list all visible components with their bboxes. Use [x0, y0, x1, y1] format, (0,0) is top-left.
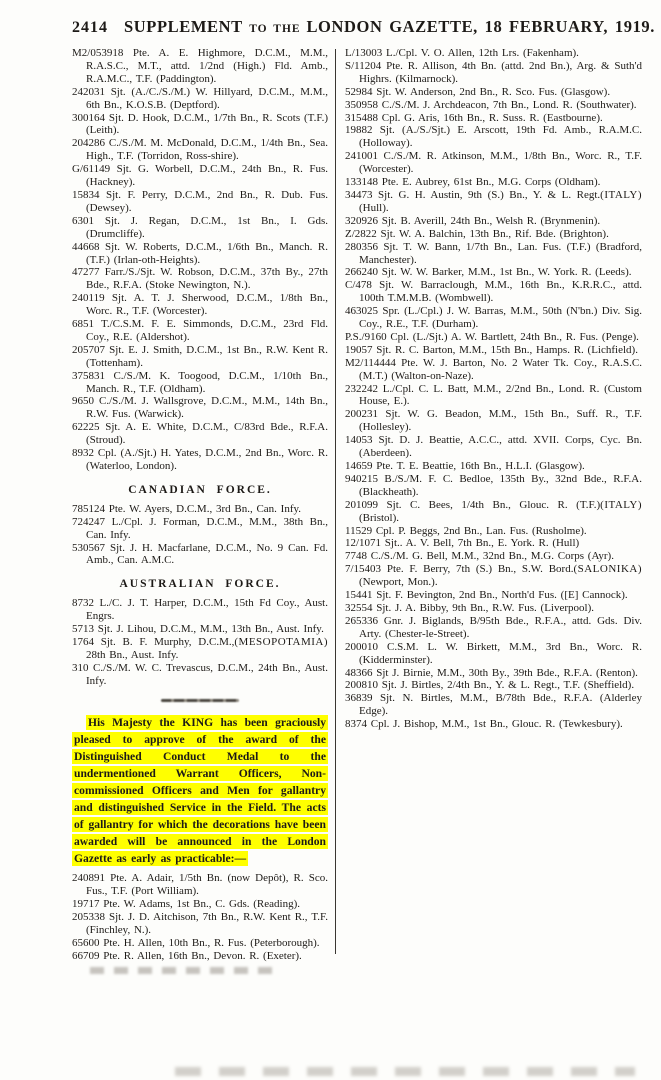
- medal-entry: [72, 516, 328, 542]
- medal-entry: [345, 357, 642, 383]
- entry-text: 19717 Pte. W. Adams, 1st Bn., C. Gds. (Reading).: [72, 898, 301, 911]
- entry-text: 201099 Sjt. C. Bees, 1/4th Bn., Glouc. R. (T.F.) (Bristol).: [345, 498, 601, 524]
- canadian-force-list: [72, 503, 328, 568]
- left-column: [72, 47, 328, 974]
- entry-text: 8374 Cpl. J. Bishop, M.M., 1st Bn., Glouc. R. (Tewkesbury).: [345, 718, 623, 731]
- medal-entry: [72, 623, 328, 636]
- entry-text: 266240 Sjt. W. W. Barker, M.M., 1st Bn., W. York. R. (Leeds).: [345, 266, 632, 279]
- medal-entry: [345, 124, 642, 150]
- entry-text: 205707 Sjt. E. J. Smith, D.C.M., 1st Bn., R.W. Kent R. (Tottenham).: [72, 343, 328, 369]
- medal-entry: [345, 525, 642, 538]
- entry-text: 36839 Sjt. N. Birtles, M.M., B/78th Bde., R.F.A. (Alderley Edge).: [345, 692, 642, 718]
- page-header: [0, 0, 661, 37]
- entry-text: 785124 Pte. W. Ayers, D.C.M., 3rd Bn., Can. Infy.: [72, 502, 302, 515]
- entry-text: 62225 Sjt. A. E. White, D.C.M., C/83rd Bde., R.F.A. (Stroud).: [72, 421, 328, 447]
- medal-entry: [345, 241, 642, 267]
- entry-text: 65600 Pte. H. Allen, 10th Bn., R. Fus. (Peterborough).: [72, 936, 320, 949]
- medal-entry: [345, 408, 642, 434]
- print-smudge: [90, 967, 280, 974]
- entry-text: 242031 Sjt. (A./C./S./M.) W. Hillyard, D.C.M., M.M., 6th Bn., K.O.S.B. (Deptford).: [72, 85, 328, 111]
- entry-text: 7/15403 Pte. F. Berry, 7th (S.) Bn., S.W. Bord. (Newport, Mon.).: [345, 563, 574, 589]
- entry-text: 32554 Sjt. J. A. Bibby, 9th Bn., R.W. Fus. (Liverpool).: [345, 601, 594, 614]
- entry-text: P.S./9160 Cpl. (L./Sjt.) A. W. Bartlett, 24th Bn., R. Fus. (Penge).: [345, 330, 639, 343]
- medal-entry: [72, 937, 328, 950]
- right-column: [345, 47, 642, 974]
- theatre-tag: (MESOPOTAMIA): [234, 635, 328, 648]
- entry-text: L/13003 L./Cpl. V. O. Allen, 12th Lrs. (Fakenham).: [345, 47, 579, 59]
- australian-force-list: [72, 597, 328, 687]
- entry-text: 200810 Sjt. J. Birtles, 2/4th Bn., Y. & L. Regt., T.F. (Sheffield).: [345, 679, 635, 692]
- page-number: 2414: [72, 19, 108, 36]
- medal-entry: [345, 215, 642, 228]
- medal-entry: [345, 602, 642, 615]
- medal-entry: [345, 86, 642, 99]
- entry-text: 15834 Sjt. F. Perry, D.C.M., 2nd Bn., R. Dub. Fus. (Dewsey).: [72, 188, 328, 214]
- entry-text: 240891 Pte. A. Adair, 1/5th Bn. (now Depôt), R. Sco. Fus., T.F. (Port William).: [72, 872, 328, 898]
- entry-text: C/478 Sjt. W. Barraclough, M.M., 16th Bn., K.R.R.C., attd. 100th T.M.M.B. (Wombwell).: [345, 279, 642, 305]
- king-proclamation: [72, 714, 328, 868]
- entry-text: 241001 C./S./M. R. Atkinson, M.M., 1/8th Bn., Worc. R., T.F. (Worcester).: [345, 150, 642, 176]
- title-words-to-the: TO THE: [249, 23, 307, 35]
- medal-entry: [72, 292, 328, 318]
- medal-entry: [72, 189, 328, 215]
- medal-entry: [72, 215, 328, 241]
- medal-entry: [345, 189, 642, 215]
- entry-text: 14659 Pte. T. E. Beattie, 16th Bn., H.L.I. (Glasgow).: [345, 460, 585, 472]
- section-divider-rule: [161, 699, 239, 702]
- new-award-list-continued: [345, 47, 642, 731]
- entry-text: 1764 Sjt. B. F. Murphy, D.C.M., 28th Bn., Aust. Infy.: [72, 635, 235, 661]
- entry-text: 5713 Sjt. J. Lihou, D.C.M., M.M., 13th Bn., Aust. Infy.: [72, 623, 324, 636]
- theatre-tag: (SALONIKA): [573, 563, 642, 576]
- medal-entry: [72, 395, 328, 421]
- medal-entry: [345, 460, 642, 473]
- medal-entry: [345, 473, 642, 499]
- entry-text: 11529 Cpl. P. Beggs, 2nd Bn., Lan. Fus. (Rusholme).: [345, 524, 587, 537]
- medal-entry: [345, 176, 642, 189]
- medal-entry: [72, 344, 328, 370]
- entry-text: 44668 Sjt. W. Roberts, D.C.M., 1/6th Bn., Manch. R. (T.F.) (Irlan-oth-Heights).: [72, 240, 328, 266]
- medal-entry: [72, 503, 328, 516]
- medal-entry: [72, 911, 328, 937]
- theatre-tag: (ITALY): [600, 188, 642, 201]
- medal-entry: [72, 898, 328, 911]
- medal-entry: [345, 589, 642, 602]
- entry-text: 66709 Pte. R. Allen, 16th Bn., Devon. R. (Exeter).: [72, 949, 302, 962]
- entry-text: 205338 Sjt. J. D. Aitchison, 7th Bn., R.W. Kent R., T.F. (Finchley, N.).: [72, 911, 328, 937]
- entry-text: S/11204 Pte. R. Allison, 4th Bn. (attd. 2nd Bn.), Arg. & Suth'd Highrs. (Kilmarnock).: [345, 59, 642, 85]
- medal-entry: [345, 641, 642, 667]
- entry-text: 8932 Cpl. (A./Sjt.) H. Yates, D.C.M., 2nd Bn., Worc. R. (Waterloo, London).: [72, 447, 328, 472]
- medal-entry: [345, 279, 642, 305]
- medal-entry: [345, 434, 642, 460]
- medal-entry: [72, 636, 328, 662]
- entry-text: 320926 Sjt. B. Averill, 24th Bn., Welsh R. (Brynmenin).: [345, 214, 601, 227]
- entry-text: 375831 C./S./M. K. Toogood, D.C.M., 1/10th Bn., Manch. R., T.F. (Oldham).: [72, 369, 328, 395]
- medal-entry: [72, 597, 328, 623]
- medal-entry: [72, 370, 328, 396]
- entry-text: 204286 C./S./M. M. McDonald, D.C.M., 1/4th Bn., Sea. High., T.F. (Torridon, Ross-shire).: [72, 137, 328, 163]
- entry-text: 7748 C./S./M. G. Bell, M.M., 32nd Bn., M.G. Corps (Ayr).: [345, 550, 614, 563]
- entry-text: 530567 Sjt. J. H. Macfarlane, D.C.M., No. 9 Can. Fd. Amb., Can. A.M.C.: [72, 541, 328, 567]
- entry-text: 724247 L./Cpl. J. Forman, D.C.M., M.M., 38th Bn., Can. Infy.: [72, 515, 328, 541]
- page-bottom-smudge: [175, 1067, 635, 1076]
- medal-entry: [345, 679, 642, 692]
- medal-entry: [72, 112, 328, 138]
- medal-entry: [345, 550, 642, 563]
- entry-text: 265336 Gnr. J. Biglands, B/95th Bde., R.F.A., attd. Gds. Div. Arty. (Chester-le-Street).: [345, 614, 642, 640]
- medal-entry: [72, 163, 328, 189]
- entry-text: 48366 Sjt J. Birnie, M.M., 30th By., 39th Bde., R.F.A. (Renton).: [345, 666, 638, 679]
- medal-entry: [72, 542, 328, 568]
- entry-text: 52984 Sjt. W. Anderson, 2nd Bn., R. Sco. Fus. (Glasgow).: [345, 85, 611, 98]
- entry-text: 280356 Sjt. T. W. Bann, 1/7th Bn., Lan. Fus. (T.F.) (Bradford, Manchester).: [345, 240, 642, 266]
- entry-text: 200231 Sjt. W. G. Beadon, M.M., 15th Bn., Suff. R., T.F. (Hollesley).: [345, 408, 642, 434]
- entry-text: 232242 L./Cpl. C. L. Batt, M.M., 2/2nd Bn., Lond. R. (Custom House, E.).: [345, 382, 642, 408]
- medal-entry: [72, 421, 328, 447]
- medal-entry: [345, 150, 642, 176]
- two-column-body: [0, 37, 661, 974]
- australian-force-heading: AUSTRALIAN FORCE.: [119, 578, 281, 591]
- entry-text: 310 C./S./M. W. C. Trevascus, D.C.M., 24th Bn., Aust. Infy.: [72, 661, 328, 687]
- medal-entry: [345, 563, 642, 589]
- entry-text: 19882 Sjt. (A./S./Sjt.) E. Arscott, 19th Fd. Amb., R.A.M.C. (Holloway).: [345, 124, 642, 150]
- medal-entry: [345, 60, 642, 86]
- medal-entry: [345, 615, 642, 641]
- column-divider-line: [335, 49, 336, 954]
- medal-entry: [345, 47, 642, 60]
- medal-entry: [72, 950, 328, 963]
- entry-text: 6301 Sjt. J. Regan, D.C.M., 1st Bn., I. Gds. (Drumcliffe).: [72, 214, 328, 240]
- medal-entry: [72, 137, 328, 163]
- medal-entry: [345, 499, 642, 525]
- medal-entry: [345, 305, 642, 331]
- dcm-addenda-list: [72, 47, 328, 473]
- medal-entry: [345, 537, 642, 550]
- medal-entry: [345, 383, 642, 409]
- entry-text: 19057 Sjt. R. C. Barton, M.M., 15th Bn., Hamps. R. (Lichfield).: [345, 343, 638, 356]
- medal-entry: [72, 662, 328, 688]
- medal-entry: [72, 872, 328, 898]
- canadian-force-heading: CANADIAN FORCE.: [128, 483, 272, 496]
- page-title: [124, 17, 655, 37]
- entry-text: 34473 Sjt. G. H. Austin, 9th (S.) Bn., Y. & L. Regt. (Hull).: [345, 188, 601, 214]
- medal-entry: [345, 266, 642, 279]
- medal-entry: [72, 86, 328, 112]
- entry-text: 240119 Sjt. A. T. J. Sherwood, D.C.M., 1/8th Bn., Worc. R., T.F. (Worcester).: [72, 292, 328, 318]
- new-award-list: [72, 872, 328, 962]
- title-gazette-date: LONDON GAZETTE, 18 FEBRUARY, 1919.: [306, 17, 655, 36]
- entry-text: G/61149 Sjt. G. Worbell, D.C.M., 24th Bn., R. Fus. (Hackney).: [72, 163, 328, 189]
- medal-entry: [72, 266, 328, 292]
- entry-text: 463025 Spr. (L./Cpl.) J. W. Barras, M.M., 50th (N'bn.) Div. Sig. Coy., R.E., T.F. (Durham).: [345, 305, 642, 331]
- medal-entry: [345, 692, 642, 718]
- entry-text: 300164 Sjt. D. Hook, D.C.M., 1/7th Bn., R. Scots (T.F.) (Leith).: [72, 111, 328, 137]
- entry-text: 6851 T./C.S.M. F. E. Simmonds, D.C.M., 23rd Fld. Coy., R.E. (Aldershot).: [72, 318, 328, 343]
- entry-text: 350958 C./S./M. J. Archdeacon, 7th Bn., Lond. R. (Southwater).: [345, 98, 637, 111]
- medal-entry: [345, 718, 642, 731]
- entry-text: 9650 C./S./M. J. Wallsgrove, D.C.M., M.M., 14th Bn., R.W. Fus. (Warwick).: [72, 395, 328, 421]
- entry-text: M2/114444 Pte. W. J. Barton, No. 2 Water Tk. Coy., R.A.S.C. (M.T.) (Walton-on-Naze).: [345, 356, 642, 382]
- entry-text: 47277 Farr./S./Sjt. W. Robson, D.C.M., 37th By., 27th Bde., R.F.A. (Stoke Newington, N.).: [72, 266, 328, 292]
- entry-text: 200010 C.S.M. L. W. Birkett, M.M., 3rd Bn., Worc. R. (Kidderminster).: [345, 640, 642, 666]
- entry-text: 14053 Sjt. D. J. Beattie, A.C.C., attd. XVII. Corps, Cyc. Bn. (Aberdeen).: [345, 434, 642, 460]
- medal-entry: [72, 447, 328, 473]
- medal-entry: [345, 99, 642, 112]
- entry-text: 15441 Sjt. F. Bevington, 2nd Bn., North'd Fus. ([E] Cannock).: [345, 589, 628, 602]
- entry-text: 8732 L./C. J. T. Harper, D.C.M., 15th Fd Coy., Aust. Engrs.: [72, 597, 328, 623]
- entry-text: 12/1071 Sjt.. A. V. Bell, 7th Bn., E. York. R. (Hull): [345, 537, 580, 550]
- entry-text: Z/2822 Sjt. W. A. Balchin, 13th Bn., Rif. Bde. (Brighton).: [345, 227, 609, 240]
- theatre-tag: (ITALY): [600, 498, 642, 511]
- medal-entry: [72, 318, 328, 344]
- medal-entry: [345, 112, 642, 125]
- medal-entry: [345, 667, 642, 680]
- entry-text: 133148 Pte. E. Aubrey, 61st Bn., M.G. Corps (Oldham).: [345, 176, 601, 189]
- highlighted-text: His Majesty the KING has been graciously pleased to approve of the award of the Distinguished Conduct Medal to the undermentioned Warrant Officers, Non-commissioned Officers and Men for gallantry and distinguished Service in the Field. The acts of gallantry for which the decorations have been awarded will be announced in the London Gazette as early as practicable:—: [74, 715, 326, 866]
- medal-entry: [345, 228, 642, 241]
- entry-text: 940215 B./S./M. F. C. Bedloe, 135th By., 32nd Bde., R.F.A. (Blackheath).: [345, 472, 642, 498]
- entry-text: 315488 Cpl. G. Aris, 16th Bn., R. Suss. R. (Eastbourne).: [345, 111, 603, 124]
- medal-entry: [72, 241, 328, 267]
- entry-text: M2/053918 Pte. A. E. Highmore, D.C.M., M.M., R.A.S.C., M.T., attd. 1/2nd (High.) Fld. Amb., R.A.M.C., T.F. (Paddington).: [72, 47, 328, 85]
- title-word-supplement: SUPPLEMENT: [124, 17, 250, 36]
- medal-entry: [72, 47, 328, 86]
- medal-entry: [345, 331, 642, 344]
- medal-entry: [345, 344, 642, 357]
